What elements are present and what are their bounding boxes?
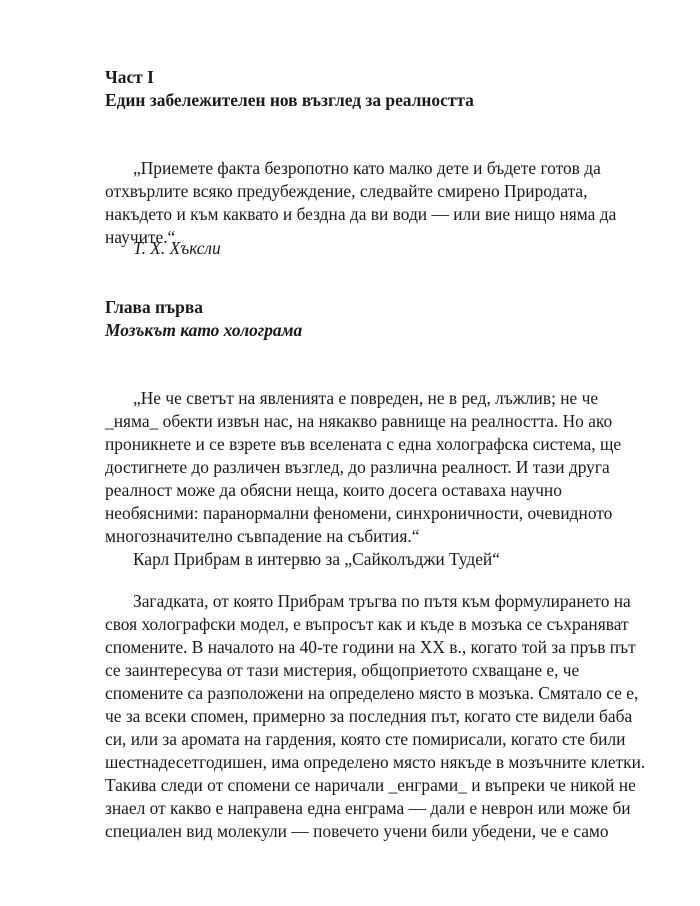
epigraph1-line-4: научите.“ xyxy=(105,227,176,247)
epigraph2-line-6: необясними: паранормални феномени, синхроничности, очевидното xyxy=(105,503,613,523)
chapter-label: Глава първа xyxy=(105,297,203,317)
epigraph1-line-2: отхвърлите всяко предубеждение, следвайте смирено Природата, xyxy=(105,181,588,201)
chapter-title: Мозъкът като холограма xyxy=(105,320,303,340)
epigraph2-line-2: _няма_ обекти извън нас, на някакво равнище на реалността. Но ако xyxy=(105,411,613,431)
body-line-8: шестнадесетгодишен, има определено място някъде в мозъчните клетки. xyxy=(105,752,646,772)
body-line-5: спомените са разположени на определено място в мозъка. Смятало се е, xyxy=(105,683,639,703)
epigraph1-author: Т. Х. Хъксли xyxy=(133,238,221,258)
body-line-10: знаел от какво е направена една енграма — дали е неврон или може би xyxy=(105,798,631,818)
body-line-7: си, или за аромата на гардения, която сте помирисали, когато сте били xyxy=(105,729,626,749)
body-line-4: се заинтересува от тази мистерия, общоприетото схващане е, че xyxy=(105,660,580,680)
body-line-2: своя холографски модел, е въпросът как и къде в мозъка се съхраняват xyxy=(105,614,629,634)
body-line-3: спомените. В началото на 40-те години на XX в., когато той за пръв път xyxy=(105,637,636,657)
epigraph1-line-1: „Приемете факта безропотно като малко дете и бъдете готов да xyxy=(133,158,601,178)
part-title: Един забележителен нов възглед за реалността xyxy=(105,90,474,110)
epigraph2-line-4: достигнете до различен възглед, до различна реалност. И тази друга xyxy=(105,457,610,477)
body-line-1: Загадката, от която Прибрам тръгва по пътя към формулирането на xyxy=(133,591,631,611)
epigraph2-line-3: проникнете и се взрете във вселената с една холографска система, ще xyxy=(105,434,622,454)
part-label: Част I xyxy=(105,67,154,87)
body-line-11: специален вид молекули — повечето учени били убедени, че е само xyxy=(105,821,609,841)
epigraph2-line-7: многозначително съвпадение на събития.“ xyxy=(105,526,420,546)
epigraph1-line-3: накъдето и към каквато и бездна да ви води — или вие нищо няма да xyxy=(105,204,617,224)
body-line-6: че за всеки спомен, примерно за последния път, когато сте видели баба xyxy=(105,706,633,726)
epigraph2-author: Карл Прибрам в интервю за „Сайколъджи Тудей“ xyxy=(133,549,500,569)
body-line-9: Такива следи от спомени се наричали _енграми_ и въпреки че никой не xyxy=(105,775,636,795)
epigraph2-line-1: „Не че светът на явленията е повреден, не в ред, лъжлив; не че xyxy=(133,388,599,408)
epigraph2-line-5: реалност може да обясни неща, които досега оставаха научно xyxy=(105,480,562,500)
